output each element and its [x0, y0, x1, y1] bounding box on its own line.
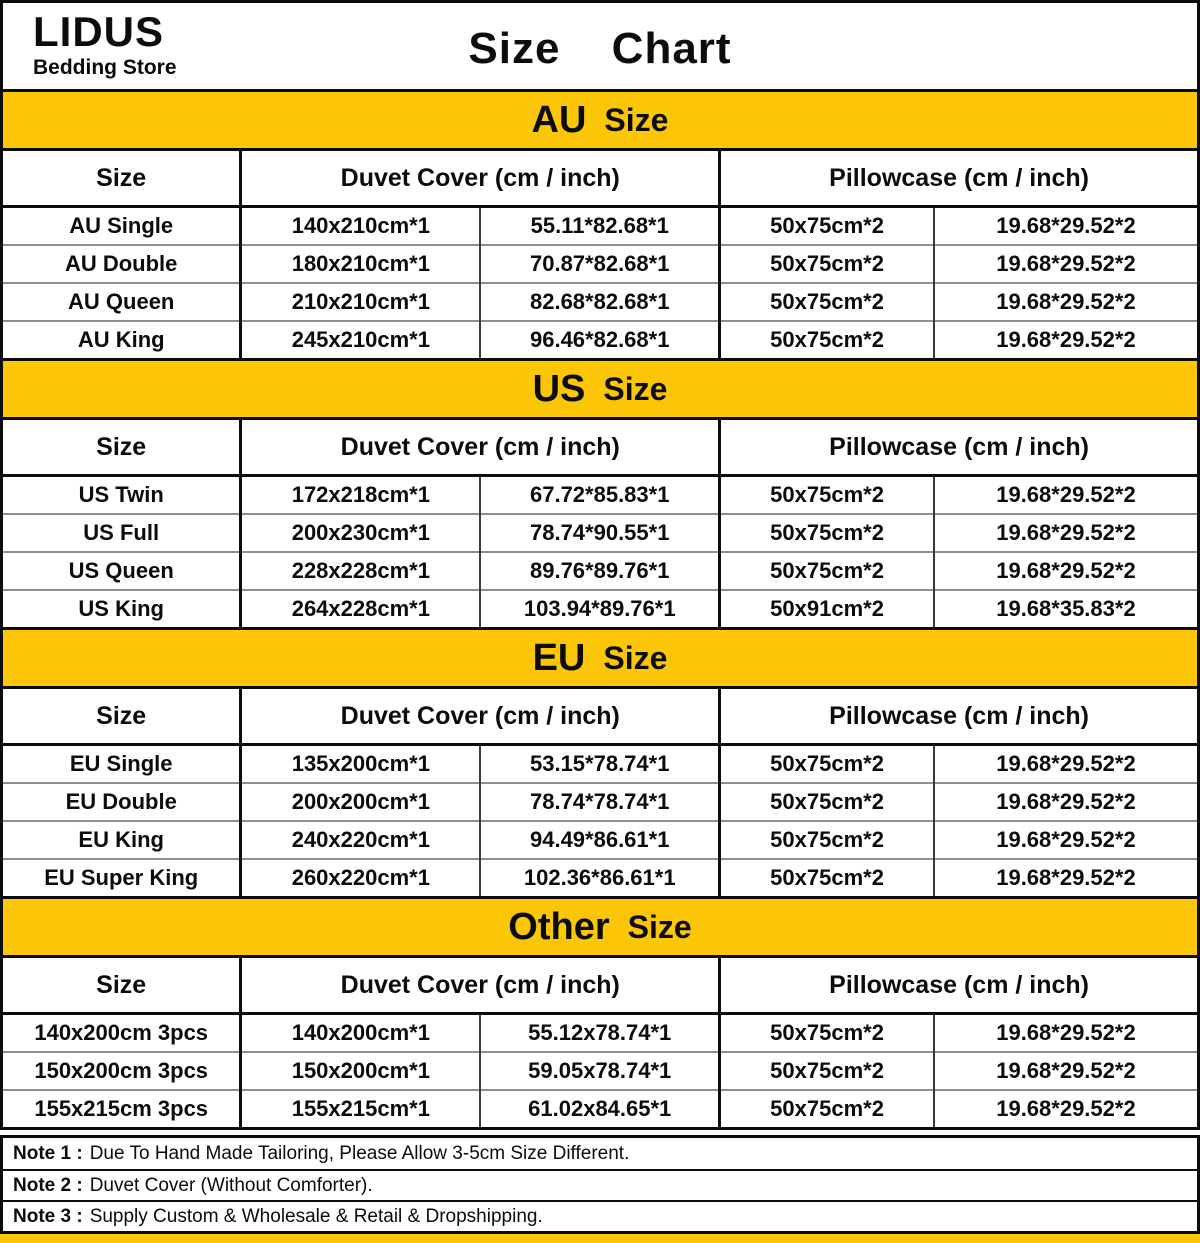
cell-duvet-inch: 82.68*82.68*1	[480, 283, 719, 321]
cell-size-name: 140x200cm 3pcs	[2, 1014, 241, 1053]
cell-duvet-cm: 180x210cm*1	[241, 245, 480, 283]
cell-duvet-cm: 240x220cm*1	[241, 821, 480, 859]
notes-box	[0, 1135, 1200, 1234]
banner-region-label-other: Other	[508, 905, 610, 948]
cell-pillowcase-cm: 50x75cm*2	[720, 283, 934, 321]
header-row-us	[2, 419, 1199, 476]
cell-duvet-inch: 61.02x84.65*1	[480, 1090, 719, 1129]
cell-pillowcase-inch: 19.68*29.52*2	[934, 859, 1199, 898]
cell-pillowcase-cm: 50x75cm*2	[720, 476, 934, 515]
banner-region-label-us: US	[532, 367, 586, 410]
size-table-eu	[0, 686, 1200, 899]
cell-pillowcase-cm: 50x75cm*2	[720, 859, 934, 898]
cell-size-name: US King	[2, 590, 241, 629]
cell-size-name: US Full	[2, 514, 241, 552]
section-banner-other	[0, 896, 1200, 958]
cell-duvet-inch: 53.15*78.74*1	[480, 745, 719, 784]
cell-pillowcase-inch: 19.68*29.52*2	[934, 476, 1199, 515]
cell-pillowcase-inch: 19.68*29.52*2	[934, 1090, 1199, 1129]
header-row-other	[2, 957, 1199, 1014]
cell-size-name: EU Double	[2, 783, 241, 821]
cell-pillowcase-inch: 19.68*29.52*2	[934, 1052, 1199, 1090]
note-text-2: Duvet Cover (Without Comforter).	[89, 1174, 373, 1196]
cell-duvet-cm: 245x210cm*1	[241, 321, 480, 360]
size-table-au	[0, 148, 1200, 361]
cell-pillowcase-inch: 19.68*29.52*2	[934, 245, 1199, 283]
size-row-eu	[2, 783, 1199, 821]
cell-size-name: 150x200cm 3pcs	[2, 1052, 241, 1090]
cell-duvet-cm: 228x228cm*1	[241, 552, 480, 590]
cell-duvet-inch: 70.87*82.68*1	[480, 245, 719, 283]
cell-duvet-cm: 140x200cm*1	[241, 1014, 480, 1053]
banner-size-label-us: Size	[603, 370, 668, 407]
size-row-eu	[2, 821, 1199, 859]
cell-duvet-cm: 150x200cm*1	[241, 1052, 480, 1090]
cell-pillowcase-cm: 50x75cm*2	[720, 1052, 934, 1090]
cell-size-name: US Twin	[2, 476, 241, 515]
cell-pillowcase-inch: 19.68*29.52*2	[934, 321, 1199, 360]
cell-size-name: US Queen	[2, 552, 241, 590]
cell-pillowcase-cm: 50x75cm*2	[720, 552, 934, 590]
cell-pillowcase-inch: 19.68*29.52*2	[934, 514, 1199, 552]
size-row-other	[2, 1090, 1199, 1129]
col-header-duvet: Duvet Cover (cm / inch)	[241, 150, 720, 207]
col-header-size: Size	[2, 957, 241, 1014]
footer-gold-bar	[0, 1234, 1200, 1243]
cell-duvet-inch: 55.12x78.74*1	[480, 1014, 719, 1053]
size-row-us	[2, 476, 1199, 515]
cell-size-name: AU Double	[2, 245, 241, 283]
cell-duvet-inch: 89.76*89.76*1	[480, 552, 719, 590]
cell-pillowcase-cm: 50x75cm*2	[720, 745, 934, 784]
cell-duvet-inch: 78.74*90.55*1	[480, 514, 719, 552]
cell-pillowcase-cm: 50x75cm*2	[720, 321, 934, 360]
note-text-3: Supply Custom & Wholesale & Retail & Dropshipping.	[89, 1205, 543, 1227]
note-text-1: Due To Hand Made Tailoring, Please Allow 3-5cm Size Different.	[89, 1142, 630, 1164]
cell-duvet-inch: 78.74*78.74*1	[480, 783, 719, 821]
size-row-us	[2, 552, 1199, 590]
banner-size-label-other: Size	[627, 908, 692, 945]
cell-pillowcase-cm: 50x75cm*2	[720, 1014, 934, 1053]
cell-duvet-inch: 55.11*82.68*1	[480, 207, 719, 246]
cell-duvet-inch: 94.49*86.61*1	[480, 821, 719, 859]
cell-duvet-inch: 67.72*85.83*1	[480, 476, 719, 515]
cell-duvet-cm: 264x228cm*1	[241, 590, 480, 629]
cell-pillowcase-inch: 19.68*29.52*2	[934, 207, 1199, 246]
size-tables-container	[0, 92, 1200, 1130]
size-row-eu	[2, 745, 1199, 784]
header-row-eu	[2, 688, 1199, 745]
note-row-1	[3, 1138, 1197, 1169]
cell-size-name: AU King	[2, 321, 241, 360]
cell-pillowcase-cm: 50x75cm*2	[720, 207, 934, 246]
cell-pillowcase-cm: 50x75cm*2	[720, 514, 934, 552]
cell-duvet-cm: 155x215cm*1	[241, 1090, 480, 1129]
note-row-3	[3, 1200, 1197, 1231]
cell-duvet-inch: 96.46*82.68*1	[480, 321, 719, 360]
size-row-au	[2, 283, 1199, 321]
col-header-duvet: Duvet Cover (cm / inch)	[241, 419, 720, 476]
size-row-au	[2, 321, 1199, 360]
size-section-us	[0, 358, 1200, 630]
cell-size-name: EU Single	[2, 745, 241, 784]
cell-pillowcase-inch: 19.68*29.52*2	[934, 821, 1199, 859]
size-row-other	[2, 1014, 1199, 1053]
col-header-duvet: Duvet Cover (cm / inch)	[241, 957, 720, 1014]
banner-region-label-eu: EU	[532, 636, 586, 679]
size-section-other	[0, 896, 1200, 1130]
banner-size-label-eu: Size	[603, 639, 668, 676]
page-title: Size Chart	[468, 24, 732, 73]
size-table-us	[0, 417, 1200, 630]
cell-size-name: EU King	[2, 821, 241, 859]
cell-size-name: AU Queen	[2, 283, 241, 321]
cell-duvet-cm: 200x200cm*1	[241, 783, 480, 821]
note-label-3: Note 3 :	[13, 1205, 83, 1227]
cell-duvet-cm: 135x200cm*1	[241, 745, 480, 784]
cell-duvet-cm: 140x210cm*1	[241, 207, 480, 246]
cell-pillowcase-cm: 50x75cm*2	[720, 1090, 934, 1129]
cell-duvet-cm: 172x218cm*1	[241, 476, 480, 515]
cell-pillowcase-inch: 19.68*29.52*2	[934, 283, 1199, 321]
col-header-size: Size	[2, 688, 241, 745]
col-header-size: Size	[2, 150, 241, 207]
col-header-pillowcase: Pillowcase (cm / inch)	[720, 957, 1199, 1014]
section-banner-au	[0, 89, 1200, 151]
note-label-2: Note 2 :	[13, 1174, 83, 1196]
size-section-au	[0, 89, 1200, 361]
col-header-size: Size	[2, 419, 241, 476]
col-header-pillowcase: Pillowcase (cm / inch)	[720, 419, 1199, 476]
cell-duvet-cm: 210x210cm*1	[241, 283, 480, 321]
size-table-other	[0, 955, 1200, 1130]
cell-pillowcase-cm: 50x75cm*2	[720, 783, 934, 821]
banner-region-label-au: AU	[531, 98, 587, 141]
cell-duvet-inch: 59.05x78.74*1	[480, 1052, 719, 1090]
size-row-eu	[2, 859, 1199, 898]
cell-duvet-cm: 260x220cm*1	[241, 859, 480, 898]
note-row-2	[3, 1169, 1197, 1200]
store-logo	[33, 8, 177, 79]
size-row-us	[2, 514, 1199, 552]
cell-pillowcase-inch: 19.68*29.52*2	[934, 745, 1199, 784]
cell-size-name: AU Single	[2, 207, 241, 246]
page-header	[0, 0, 1200, 92]
cell-pillowcase-inch: 19.68*29.52*2	[934, 552, 1199, 590]
cell-pillowcase-cm: 50x91cm*2	[720, 590, 934, 629]
store-subtitle: Bedding Store	[33, 56, 177, 79]
cell-pillowcase-cm: 50x75cm*2	[720, 821, 934, 859]
cell-duvet-inch: 102.36*86.61*1	[480, 859, 719, 898]
header-row-au	[2, 150, 1199, 207]
size-row-au	[2, 207, 1199, 246]
cell-pillowcase-inch: 19.68*29.52*2	[934, 1014, 1199, 1053]
cell-duvet-inch: 103.94*89.76*1	[480, 590, 719, 629]
cell-pillowcase-inch: 19.68*29.52*2	[934, 783, 1199, 821]
size-section-eu	[0, 627, 1200, 899]
col-header-pillowcase: Pillowcase (cm / inch)	[720, 688, 1199, 745]
size-row-au	[2, 245, 1199, 283]
cell-size-name: 155x215cm 3pcs	[2, 1090, 241, 1129]
col-header-duvet: Duvet Cover (cm / inch)	[241, 688, 720, 745]
banner-size-label-au: Size	[604, 101, 669, 138]
section-banner-us	[0, 358, 1200, 420]
cell-size-name: EU Super King	[2, 859, 241, 898]
col-header-pillowcase: Pillowcase (cm / inch)	[720, 150, 1199, 207]
section-banner-eu	[0, 627, 1200, 689]
cell-duvet-cm: 200x230cm*1	[241, 514, 480, 552]
size-row-us	[2, 590, 1199, 629]
cell-pillowcase-cm: 50x75cm*2	[720, 245, 934, 283]
note-label-1: Note 1 :	[13, 1142, 83, 1164]
store-name: LIDUS	[33, 8, 164, 55]
cell-pillowcase-inch: 19.68*35.83*2	[934, 590, 1199, 629]
size-row-other	[2, 1052, 1199, 1090]
